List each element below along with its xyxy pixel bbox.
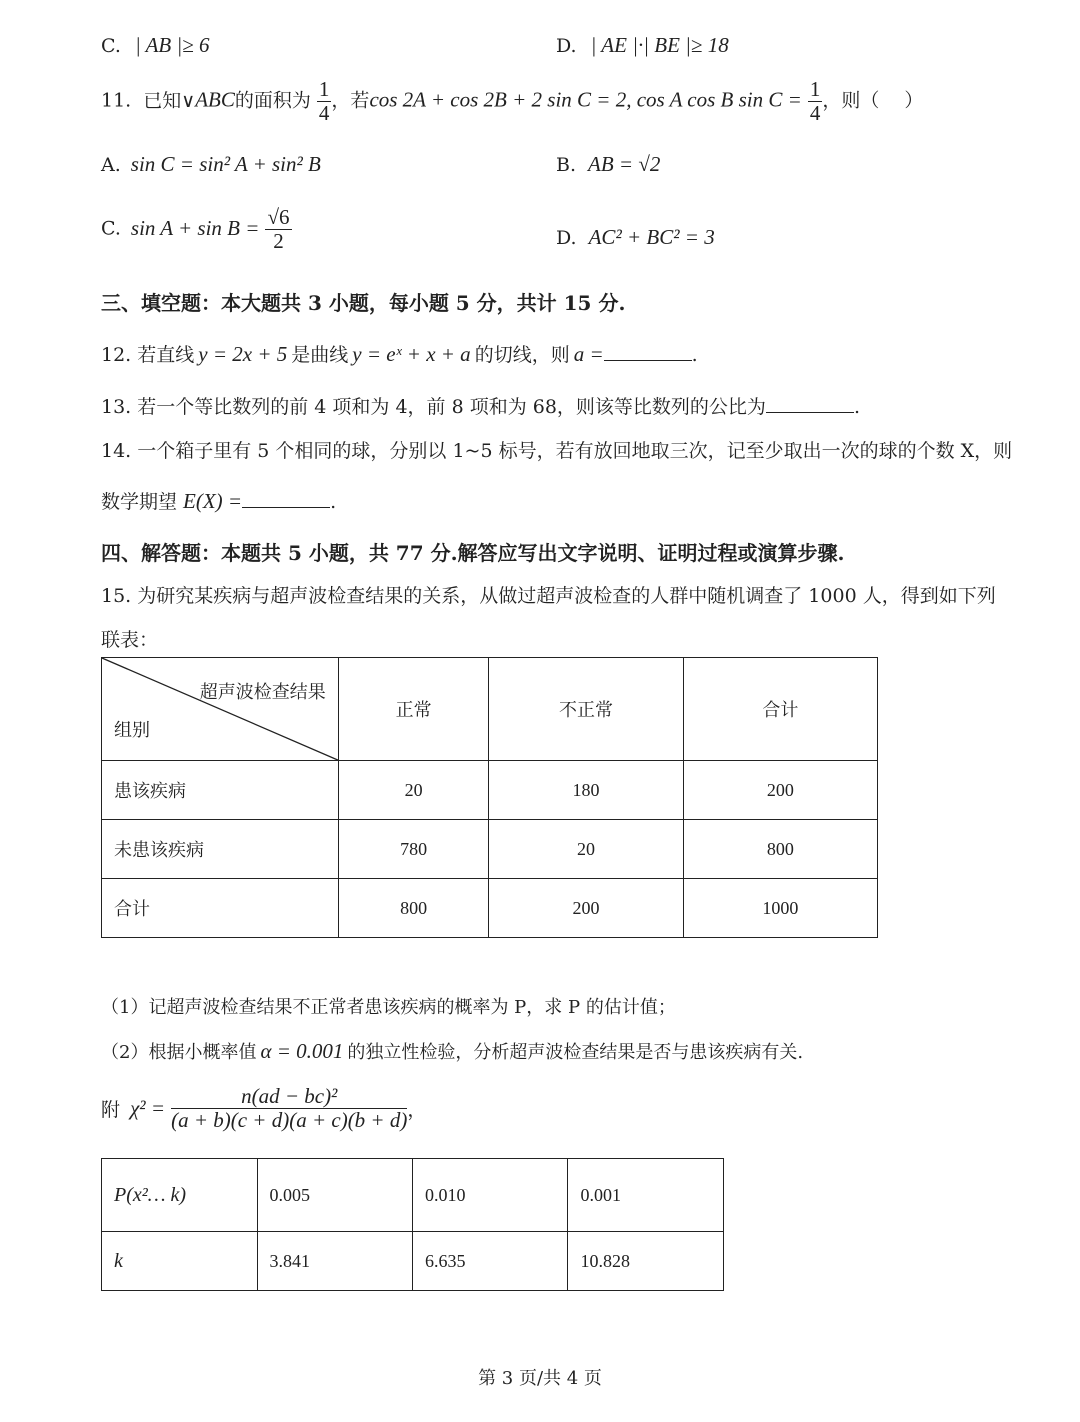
row-label: 合计 xyxy=(102,879,339,938)
table-cell: 780 xyxy=(338,820,489,879)
table-cell: 1000 xyxy=(683,879,877,938)
q11-cond-fraction: $\frac{1}{4}$ xyxy=(809,77,821,126)
q15-sub1: （1）记超声波检查结果不正常者患该疾病的概率为 P，求 P 的估计值； xyxy=(101,997,676,1018)
table-corner-cell xyxy=(102,658,339,761)
q11-option-d: D. AC² + BC² = 3 xyxy=(556,225,715,249)
q14-line2: 数学期望 E(X) = . xyxy=(101,489,337,513)
contingency-table xyxy=(101,657,878,938)
table-cell: 3.841 xyxy=(257,1232,412,1291)
q11-area-fraction: $\frac{1}{4}$ xyxy=(318,77,330,126)
corner-bottom-label: 组别 xyxy=(114,720,150,741)
q15-line2: 联表： xyxy=(101,629,159,651)
q12: 12. 若直线 y = 2x + 5 是曲线 y = eˣ + x + a 的切线，则 a = . xyxy=(101,342,698,366)
corner-top-label: 超声波检查结果 xyxy=(199,682,326,703)
section-3-heading: 三、填空题：本大题共 3 小题，每小题 5 分，共计 15 分. xyxy=(101,291,626,315)
q11-option-b: B. AB = √2 xyxy=(556,152,661,176)
q11-option-c: C. sin A + sin B = $\frac{√6}{2}$ xyxy=(101,205,290,254)
formula-fraction: $\frac{\text{n(ad − bc)²}}{(a + b)(c + d)(a + c)(b + d)}$ xyxy=(171,1084,408,1133)
corner-diagonal-line xyxy=(102,658,340,761)
table-cell: 180 xyxy=(489,761,683,820)
table-cell: 10.828 xyxy=(568,1232,724,1291)
q14-answer-blank xyxy=(242,489,330,508)
table-cell: 800 xyxy=(683,820,877,879)
q10-option-d: D. | AE |·| BE |≥ 18 xyxy=(556,33,729,57)
row-label: 未患该疾病 xyxy=(102,820,339,879)
q12-answer-blank xyxy=(604,342,692,361)
table-header: 合计 xyxy=(683,658,877,761)
table-header: 正常 xyxy=(338,658,489,761)
table-cell: 0.010 xyxy=(413,1159,568,1232)
q13: 13. 若一个等比数列的前 4 项和为 4，前 8 项和为 68，则该等比数列的公比为 . xyxy=(101,396,860,418)
q11-c-fraction: $\frac{√6}{2}$ xyxy=(267,205,290,254)
row-label: k xyxy=(102,1232,258,1291)
table-cell: 0.001 xyxy=(568,1159,724,1232)
q15-line1: 15. 为研究某疾病与超声波检查结果的关系，从做过超声波检查的人群中随机调查了 1000 人，得到如下列 xyxy=(101,585,996,607)
chi-square-formula: 附 χ² = $\frac{\text{n(ad − bc)²}}{(a + b)(c + d)(a + c)(b + d)}$ ， xyxy=(101,1084,427,1133)
table-cell: 200 xyxy=(489,879,683,938)
table-row xyxy=(102,879,878,938)
page-footer: 第 3 页/共 4 页 xyxy=(478,1368,602,1389)
table-cell: 0.005 xyxy=(257,1159,412,1232)
table-cell: 20 xyxy=(338,761,489,820)
table-row xyxy=(102,761,878,820)
critical-value-table xyxy=(101,1158,724,1291)
table-cell: 200 xyxy=(683,761,877,820)
row-label: P(x²… k) xyxy=(102,1159,258,1232)
q10-option-c: C. | AB |≥ 6 xyxy=(101,33,210,57)
table-cell: 6.635 xyxy=(413,1232,568,1291)
row-label: 患该疾病 xyxy=(102,761,339,820)
section-4-heading: 四、解答题：本题共 5 小题，共 77 分.解答应写出文字说明、证明过程或演算步骤. xyxy=(101,541,845,565)
table-row xyxy=(102,1159,724,1232)
q11-stem: 11. 已知∨ABC的面积为 $\frac{1}{4}$ ，若cos 2A + cos 2B + 2 sin C = 2, cos A cos B sin C = $\frac{1}{4}$ ，则（ ） xyxy=(101,77,924,126)
table-cell: 800 xyxy=(338,879,489,938)
q15-sub2: （2）根据小概率值 α = 0.001 的独立性检验，分析超声波检查结果是否与患该疾病有关. xyxy=(101,1039,804,1063)
q11-option-a: A. sin C = sin² A + sin² B xyxy=(101,152,321,176)
table-row xyxy=(102,820,878,879)
q14-line1: 14. 一个箱子里有 5 个相同的球，分别以 1~5 标号，若有放回地取三次，记至少取出一次的球的个数 X，则 xyxy=(101,440,1013,462)
table-row xyxy=(102,1232,724,1291)
table-header: 不正常 xyxy=(489,658,683,761)
table-cell: 20 xyxy=(489,820,683,879)
q13-answer-blank xyxy=(766,394,854,413)
